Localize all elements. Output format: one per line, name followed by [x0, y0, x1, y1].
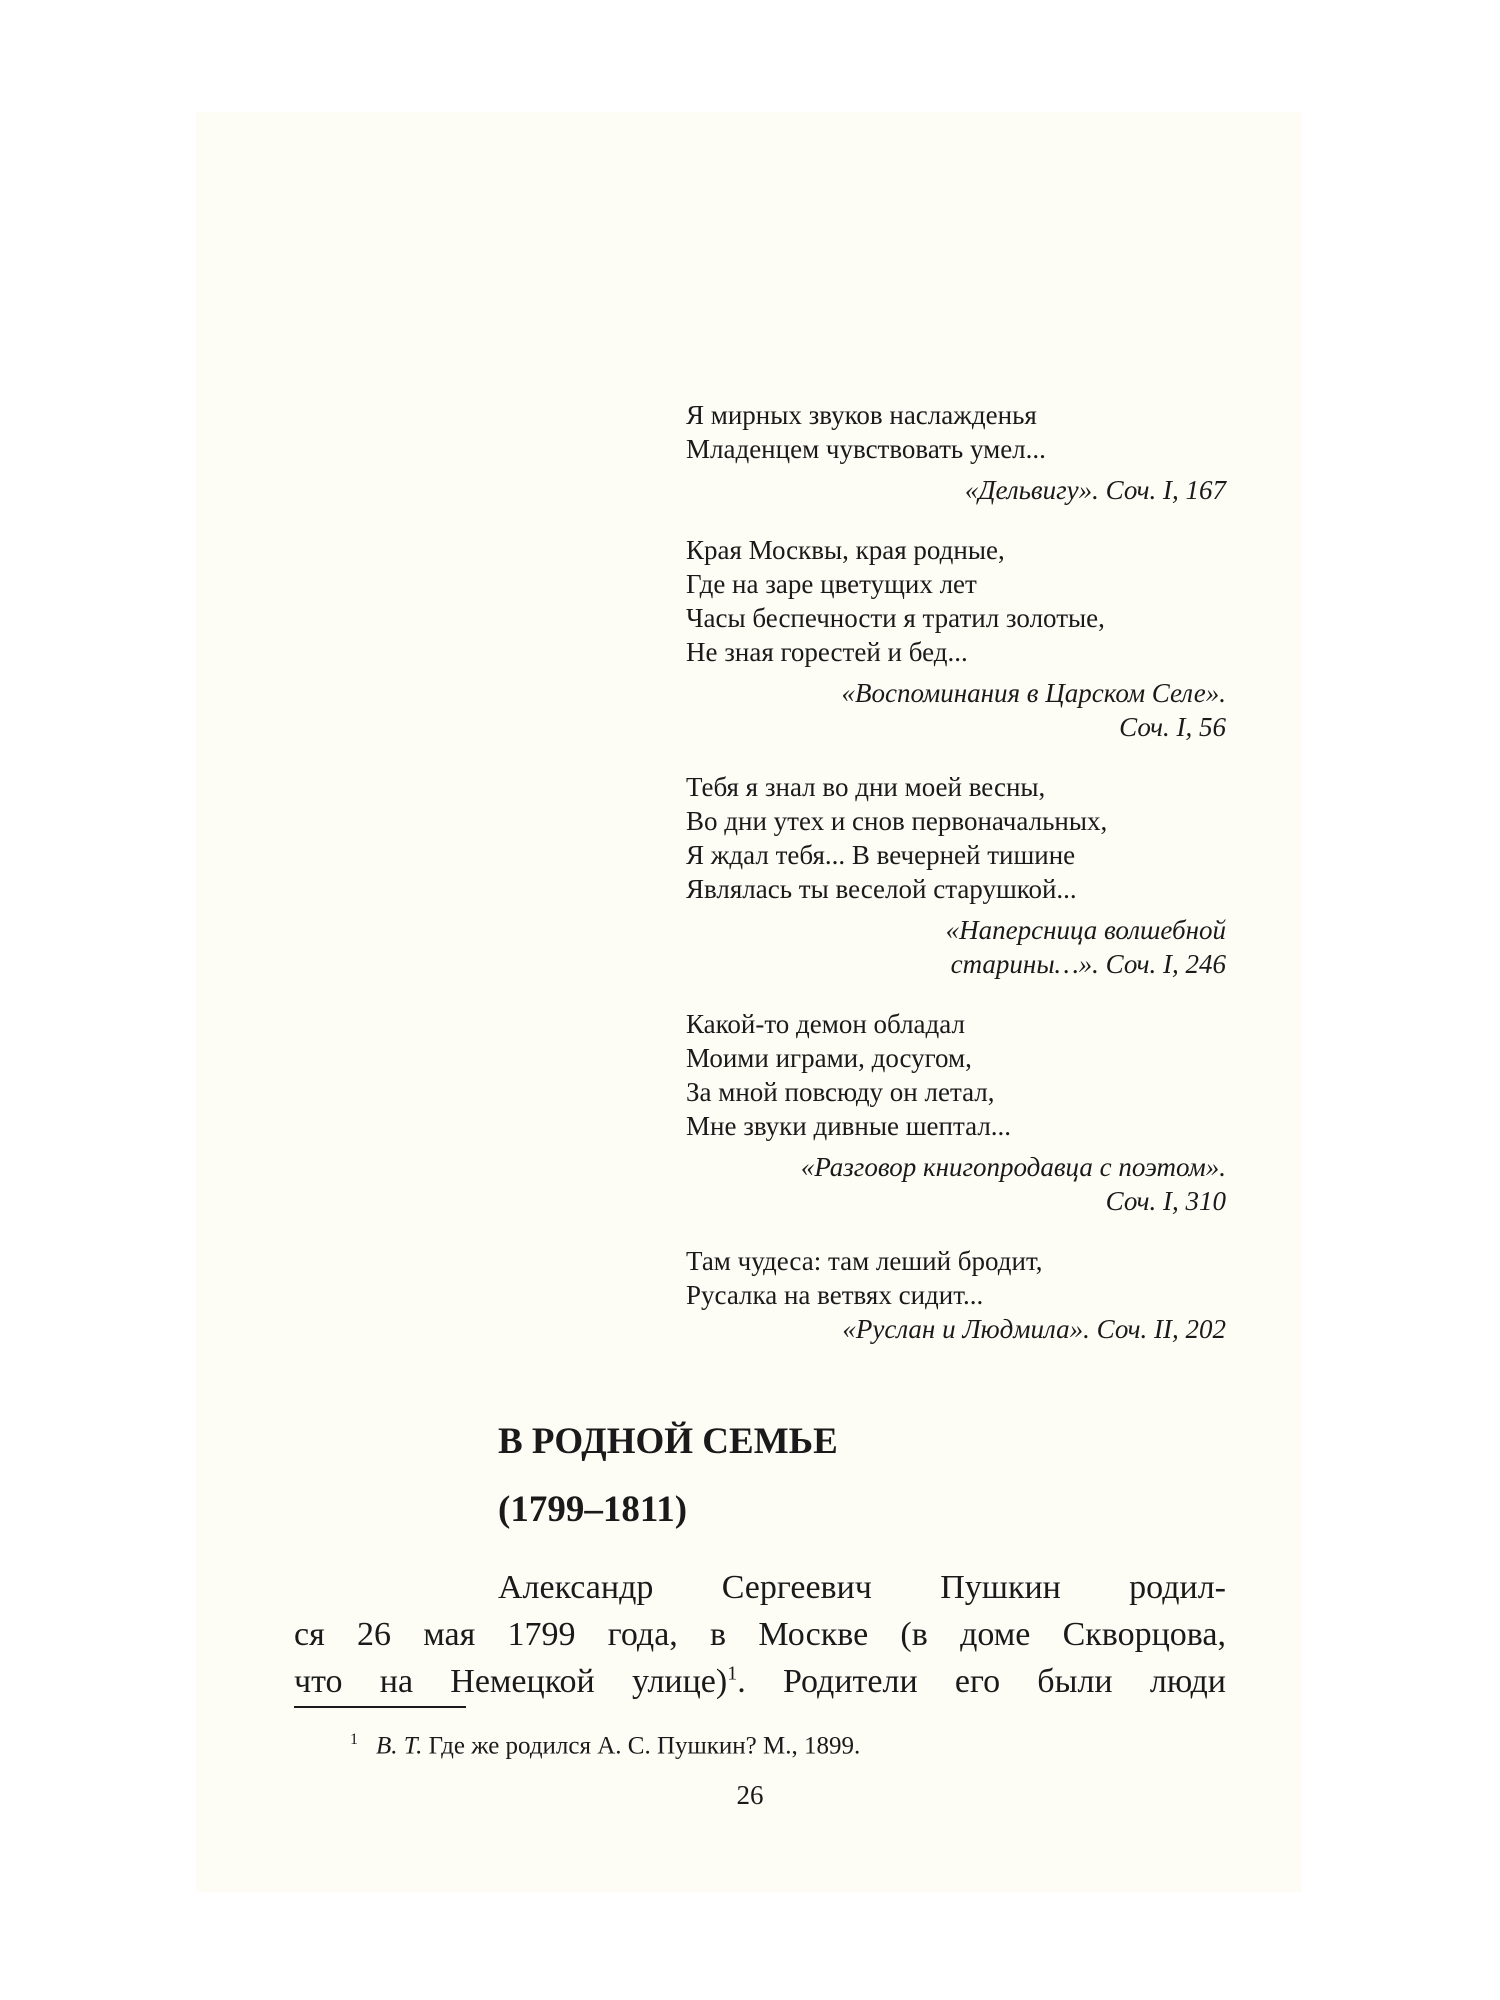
verse-line: Я ждал тебя... В вечерней тишине: [686, 840, 1076, 870]
verse-line: Русалка на ветвях сидит...: [686, 1280, 984, 1310]
footnote-text: Где же родился А. С. Пушкин? М., 1899.: [422, 1732, 861, 1760]
source-line: Соч. I, 310: [1105, 1186, 1226, 1216]
verse-line: Края Москвы, края родные,: [686, 535, 1005, 565]
source-line: Соч. I, 56: [1119, 712, 1226, 742]
body-line: Александр Сергеевич Пушкин родил-: [498, 1569, 1226, 1606]
source-line: «Воспоминания в Царском Селе».: [841, 678, 1226, 708]
chapter-years: (1799–1811): [498, 1489, 688, 1530]
source-line: «Разговор книгопродавца с поэтом».: [800, 1152, 1226, 1182]
verse-line: Где на заре цветущих лет: [686, 569, 977, 599]
verse-line: Часы беспечности я тратил золотые,: [686, 603, 1105, 633]
verse-line: Младенцем чувствовать умел...: [686, 434, 1046, 464]
epigraph: [686, 398, 1226, 1372]
verse-line: Мне звуки дивные шептал...: [686, 1111, 1012, 1141]
verse-line: Не зная горестей и бед...: [686, 637, 968, 667]
source-line: «Дельвигу». Соч. I, 167: [964, 475, 1226, 505]
source-line: «Руслан и Людмила». Соч. II, 202: [842, 1314, 1226, 1344]
chapter-title: В РОДНОЙ СЕМЬЕ: [498, 1421, 838, 1462]
body-line-text: что на Немецкой улице): [294, 1663, 728, 1700]
footnote-number: 1: [350, 1731, 358, 1748]
verse-line: Являлась ты веселой старушкой...: [686, 874, 1077, 904]
body-line: ся 26 мая 1799 года, в Москве (в доме Скворцова,: [294, 1616, 1226, 1653]
footnote-marker[interactable]: 1: [727, 1662, 738, 1685]
verse-line: Я мирных звуков наслажденья: [686, 400, 1037, 430]
verse-line: Какой-то демон обладал: [686, 1009, 965, 1039]
epigraph-verse: [686, 1007, 1226, 1143]
epigraph-verse: [686, 1244, 1226, 1312]
verse-line: Моими играми, досугом,: [686, 1043, 972, 1073]
epigraph-verse: [686, 398, 1226, 466]
verse-line: Тебя я знал во дни моей весны,: [686, 772, 1046, 802]
epigraph-source: [686, 676, 1226, 744]
epigraph-source: [686, 913, 1226, 981]
source-line: «Наперсница волшебной: [945, 915, 1226, 945]
body-line: [294, 1658, 1226, 1705]
epigraph-verse: [686, 533, 1226, 669]
epigraph-source: [686, 1312, 1226, 1346]
footnote-divider: [294, 1706, 466, 1708]
epigraph-source: [686, 473, 1226, 507]
verse-line: Во дни утех и снов первоначальных,: [686, 806, 1108, 836]
verse-line: За мной повсюду он летал,: [686, 1077, 995, 1107]
body-line-text: . Родители его были люди: [737, 1663, 1226, 1700]
source-line: старины…». Соч. I, 246: [950, 949, 1226, 979]
epigraph-source: [686, 1150, 1226, 1218]
footnote: [350, 1724, 860, 1762]
page-number: 26: [736, 1780, 764, 1810]
epigraph-verse: [686, 770, 1226, 906]
verse-line: Там чудеса: там леший бродит,: [686, 1246, 1043, 1276]
footnote-author: В. Т.: [376, 1732, 423, 1760]
body-paragraph: [294, 1564, 1226, 1705]
